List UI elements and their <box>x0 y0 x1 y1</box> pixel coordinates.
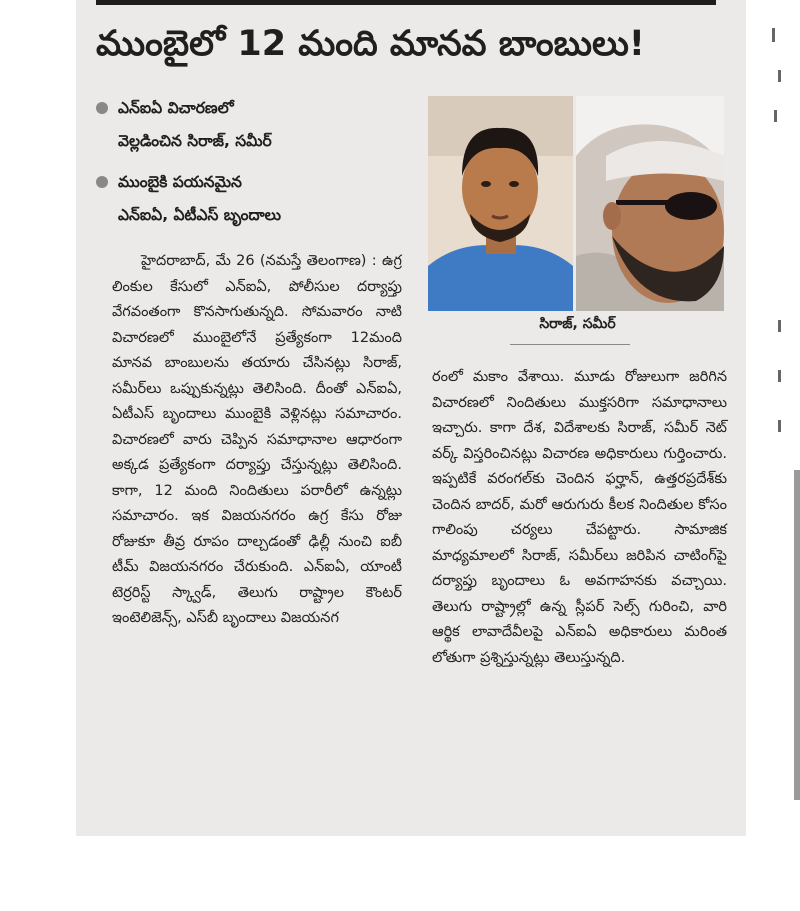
adjacent-article-edge <box>760 0 800 836</box>
top-rule <box>96 0 716 5</box>
highlight-line: ఎన్‌ఐఏ, ఏటీఎస్ బృందాలు <box>118 206 281 224</box>
portrait-illustration-icon <box>428 96 573 311</box>
photo-caption: సిరాజ్, సమీర్ <box>539 316 616 332</box>
highlight-item <box>96 92 416 158</box>
highlight-item <box>96 166 416 232</box>
body-paragraph: రంలో మకాం వేశాయి. మూడు రోజులుగా జరిగిన విచారణలో నిందితులు ముక్తసరిగా సమాధానాలు ఇచ్చారు. కాగా దేశ, విదేశాలకు సిరాజ్, సమీర్ నెట్ వర్క్ విస్తరించినట్లు విచారణ అధికారులు గుర్తించారు. ఇప్పటికే వరంగల్‌కు చెందిన ఫర్హాన్, ఉత్తరప్రదేశ్‌కు చెందిన బాదర్, మరో ఆరుగురు కీలక నిందితుల కోసం గాలింపు చర్యలు చేపట్టారు. సామాజిక మాధ్యమాలలో సిరాజ్, సమీర్‌లు జరిపిన చాటింగ్‌పై దర్యాప్తు బృందాలు ఓ అవగాహనకు వచ్చాయి. తెలుగు రాష్ట్రాల్లో ఉన్న స్లీపర్ సెల్స్ గురించి, వారి ఆర్థిక లావాదేవీలపై ఎన్‌ఐఏ అధికారులు మరింత లోతుగా ప్రశ్నిస్తున్నట్లు తెలుస్తున్నది. <box>432 369 727 666</box>
cropped-text-fragments-icon <box>760 0 800 836</box>
body-column-1 <box>112 249 402 632</box>
body-paragraph: హైదరాబాద్, మే 26 (నమస్తే తెలంగాణ) : ఉగ్ర లింకుల కేసులో ఎన్‌ఐఏ, పోలీసుల దర్యాప్తు వేగవంతంగా కొనసాగుతున్నది. సోమవారం నాటి విచారణలో ముంబైలోనే ప్రత్యేకంగా 12మంది మానవ బాంబులను తయారు చేసినట్లు సిరాజ్, సమీర్‌లు ఒప్పుకున్నట్లు తెలిసింది. దీంతో ఎన్‌ఐఏ, ఏటీఎస్ బృందాలు ముంబైకి వెళ్లినట్లు సమాచారం. విచారణలో వారు చెప్పిన సమాధానాల ఆధారంగా అక్కడ ప్రత్యేకంగా దర్యాప్తు చేస్తున్నట్లు తెలిసింది. కాగా, 12 మంది నిందితులు పరారీలో ఉన్నట్లు సమాచారం. ఇక విజయనగరం ఉగ్ర కేసు రోజు రోజుకూ తీవ్ర రూపం దాల్చడంతో ఢిల్లీ నుంచి ఐబీ టీమ్ విజయనగరం చేరుకుంది. ఎన్‌ఐఏ, యాంటీ టెర్రరిస్ట్ స్క్వాడ్, తెలుగు రాష్ట్రాల కౌంటర్ ఇంటెలిజెన్స్, ఎస్‌బీ బృందాలు విజయనగ <box>112 253 402 626</box>
portrait-illustration-icon <box>576 96 724 311</box>
highlight-line: వెల్లడించిన సిరాజ్, సమీర్ <box>118 132 272 150</box>
highlight-line: ముంబైకి పయనమైన <box>118 173 242 191</box>
highlights <box>96 92 416 240</box>
headline: ముంబైలో 12 మంది మానవ బాంబులు! <box>96 24 645 64</box>
photo-sameer <box>576 96 724 311</box>
photo-siraj <box>428 96 573 311</box>
caption-divider <box>510 344 630 345</box>
body-column-2 <box>432 365 727 671</box>
bullet-dot-icon <box>96 102 108 114</box>
highlight-line: ఎన్‌ఐఏ విచారణలో <box>118 99 234 117</box>
bullet-dot-icon <box>96 176 108 188</box>
